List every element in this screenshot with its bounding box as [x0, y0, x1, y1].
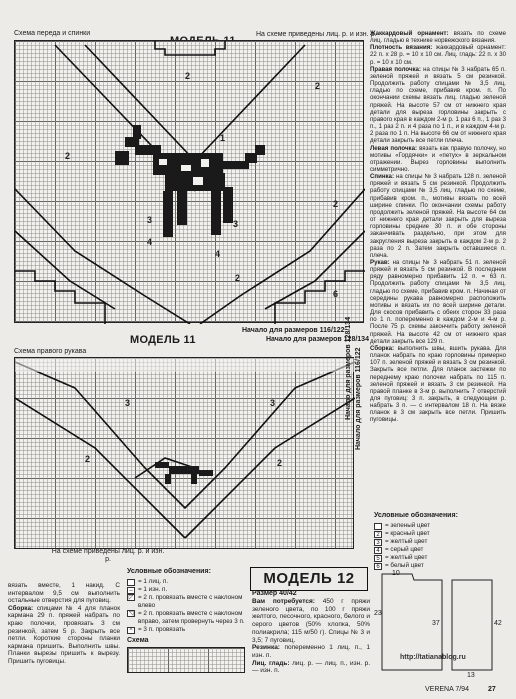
chart-digit: 3	[125, 398, 131, 408]
pattern-dim: 37	[432, 620, 440, 627]
chart-digit: 2	[65, 151, 71, 161]
front-chart-drawing	[15, 41, 365, 324]
chart-digit: 2	[85, 454, 91, 464]
sleeve-chart-drawing	[15, 358, 355, 550]
model12-text	[252, 590, 370, 675]
chart-digit: 2	[185, 71, 191, 81]
sleeve-chart-start-large: Начало для размеров 128/134	[345, 317, 352, 420]
chart-digit: 2	[333, 199, 339, 209]
sleeve-chart-grid	[14, 357, 354, 549]
front-chart-start-large: Начало для размеров 128/134	[266, 336, 369, 343]
instructions-para: Жаккардовый орнамент: вязать по схеме лиц. гладью в технике норвежского вязания.	[370, 30, 506, 45]
model12-needs: Вам потребуется: 450 г пряжи зеленого цвета, по 100 г пряжи желтого, песочного, красного, белого и серого цветов (50% хлопка, 50% полиакрила; 115 м/50 г). Спицы № 3 и 3,5; 7 пуговиц.	[252, 598, 370, 644]
chart-digit: 6	[333, 289, 339, 299]
chart-digit: 3	[147, 215, 153, 225]
chart-digit: 4	[147, 237, 153, 247]
front-chart-note: На схеме приведены лиц. р. и изн. р.	[256, 31, 377, 38]
pattern-dim: 10	[392, 570, 400, 577]
bottom-left-para: вязать вместе, 1 накид. С интервалом 9,5 см выполнить остальные отверстия для пуговиц.	[8, 582, 120, 605]
instructions-para: Левая полочка: вязать как правую полочку, но мотивы «Гордячки» и «петух» в зеркальном отражении. Вырез горловины выполнить симметрично.	[370, 144, 506, 173]
chart-digit: 4	[215, 249, 221, 259]
legend-row: 6 = белый цвет	[374, 562, 508, 570]
sleeve-chart-caption: Схема правого рукава	[14, 348, 87, 355]
color-legend	[374, 512, 508, 570]
chart-digit: 2	[277, 458, 283, 468]
sleeve-chart-note: На схеме приведены лиц. р. и изн. р.	[51, 548, 165, 563]
model12-stockinette: Лиц. гладь: лиц. р. — лиц. п., изн. р. — изн. п.	[252, 659, 370, 675]
stitch-legend	[127, 568, 247, 673]
instructions-para: Рукав: на спицы № 3 набрать 51 п. зеленой пряжей и вязать 5 см резинкой. В последнем ряду равномерно прибавить 12 п. = 63 п. Продолжить работу спицами № 3,5 лиц. гладью по схеме, прибавив кром. п. Начиная от середины рукава равномерно расположить мотивы и вязать их по всей ширине детали. Для скосов прибавить с обеих сторон 33 раза по 1 п. попеременно в каждом 2-м и 4-м р. После 75 р. схемы закончить работу зеленой пряжей. На высоте 42 см от нижнего края детали закрыть все 129 п.	[370, 259, 506, 345]
front-chart-caption: Схема переда и спинки	[14, 30, 91, 37]
instructions-para: Плотность вязания: жаккардовый орнамент: 22 п. x 28 р. = 10 x 10 см. Лиц. гладь: 22 п. x 30 р. = 10 x 10 см.	[370, 44, 506, 66]
instructions-column	[370, 30, 506, 424]
scheme-label: Схема	[127, 637, 149, 644]
legend-row: – = 1 изн. п.	[127, 586, 247, 594]
chart-digit: 2	[315, 81, 321, 91]
chart-digit: 3	[270, 398, 276, 408]
instructions-para: Правая полочка: на спицы № 3 набрать 65 п. зеленой пряжей и вязать 5 см резинкой. Продолжить работу спицами № 3,5 лиц. гладью по схеме, прибавив кром. п. По окончании схемы вязать лиц. гладью зеленой пряжей. На высоте 57 см от нижнего края детали для выреза горловины закрыть с правого края в каждом 2-м р. 1 раз 6 п., 1 раз 3 п., 1 раз 2 п. и 4 раза по 1 п., и в каждом 4-м р. 2 раза по 1 п. На высоте 66 см от нижнего края детали закрыть все петли плеча.	[370, 65, 506, 145]
legend-row: ◸ = 2 п. провязать вместе с наклоном влево	[128, 594, 243, 609]
chart-digit: 3	[233, 219, 239, 229]
legend-row: 2 = красный цвет	[374, 530, 508, 538]
sleeve-chart-title: МОДЕЛЬ 11	[130, 334, 196, 346]
legend-row: 4 = серый цвет	[374, 546, 508, 554]
instructions-para: Сборка: выполнить швы, вшить рукава. Для планок набрать по краю горловины примерно 107 п. зеленой пряжей и вязать 3 см резинкой. Закрыть все петли. Для планок застежки по переднему краю полочки набрать по 115 п. зеленой пряжей и вязать 3 см резинкой. На правой планке в 3-м р. выполнить 7 отверстий для пуговиц: 3 п. закрыть, в следующем р. набрать 3 п. — с интервалом 18 п. На вязке планок в 3 см закрыть все петли. Пришить пуговицы.	[370, 344, 506, 424]
pattern-dim: 42	[494, 620, 502, 627]
stitch-legend-title: Условные обозначения:	[127, 568, 211, 575]
front-chart-grid	[14, 40, 364, 323]
model12-title-box	[250, 567, 368, 591]
chart-digit: 2	[235, 273, 241, 283]
legend-row: = зеленый цвет	[374, 522, 508, 530]
legend-row: = 1 лиц. п.	[127, 578, 247, 586]
pattern-dim: 23	[374, 610, 382, 617]
sleeve-chart-start-small: Начало для размеров 116/122	[355, 347, 362, 450]
legend-row: 5 = желтый цвет	[374, 554, 508, 562]
legend-row: ◹ = 2 п. провязать вместе с наклоном вправо, затем провернуть через 3 п.	[128, 610, 245, 625]
color-legend-title: Условные обозначения:	[374, 512, 458, 519]
stitch-scheme-grid	[127, 647, 245, 673]
footer-page-number: 27	[488, 686, 496, 693]
footer-magazine: VERENA 7/94	[425, 686, 469, 693]
watermark: http://tatianablog.ru	[400, 654, 466, 661]
bottom-left-text	[8, 582, 120, 666]
model12-size: Размер 40/42	[252, 590, 297, 597]
bottom-left-assembly: Сборка: спицами № 4 для планок кармана 29 п. пряжей набрать по краю полочки, провязать 3 см резинкой, затем 5 р. Закрыть все петли. Короткие стороны планки кармана пришить. Выполнить швы. Планки вырезы пришить к вырезу. Пришить пуговицы.	[8, 604, 120, 665]
pattern-outline-drawing	[372, 570, 512, 682]
pattern-outline	[372, 570, 512, 682]
legend-row: 3 = желтый цвет	[374, 538, 508, 546]
chart-digit: 1	[220, 133, 226, 143]
model12-title: МОДЕЛЬ 12	[263, 570, 355, 587]
legend-row: ^ = 3 п. провязать	[127, 626, 247, 634]
model12-ribbing: Резинка: попеременно 1 лиц. п., 1 изн. п.	[252, 644, 370, 659]
instructions-para: Спинка: на спицы № 3 набрать 128 п. зеленой пряжей и вязать 5 см резинкой. Продолжить работу спицами № 3,5 лиц. гладью по схеме, прибавив кром. п., мотивы вязать по всей ширине спинки. По окончании схемы работу продолжить зеленой пряжей. На высоте 64 см от нижнего края детали закрыть для выреза горловины средние 30 п. и обе стороны заканчивать раздельно, при этом для закругления выреза закрыть в каждом 2-м р. 2 раза по 2 п. Затем закрыть оставшиеся п. плеча.	[370, 173, 506, 259]
pattern-dim: 13	[467, 672, 475, 679]
front-chart-start-small: Начало для размеров 116/122	[242, 327, 345, 334]
